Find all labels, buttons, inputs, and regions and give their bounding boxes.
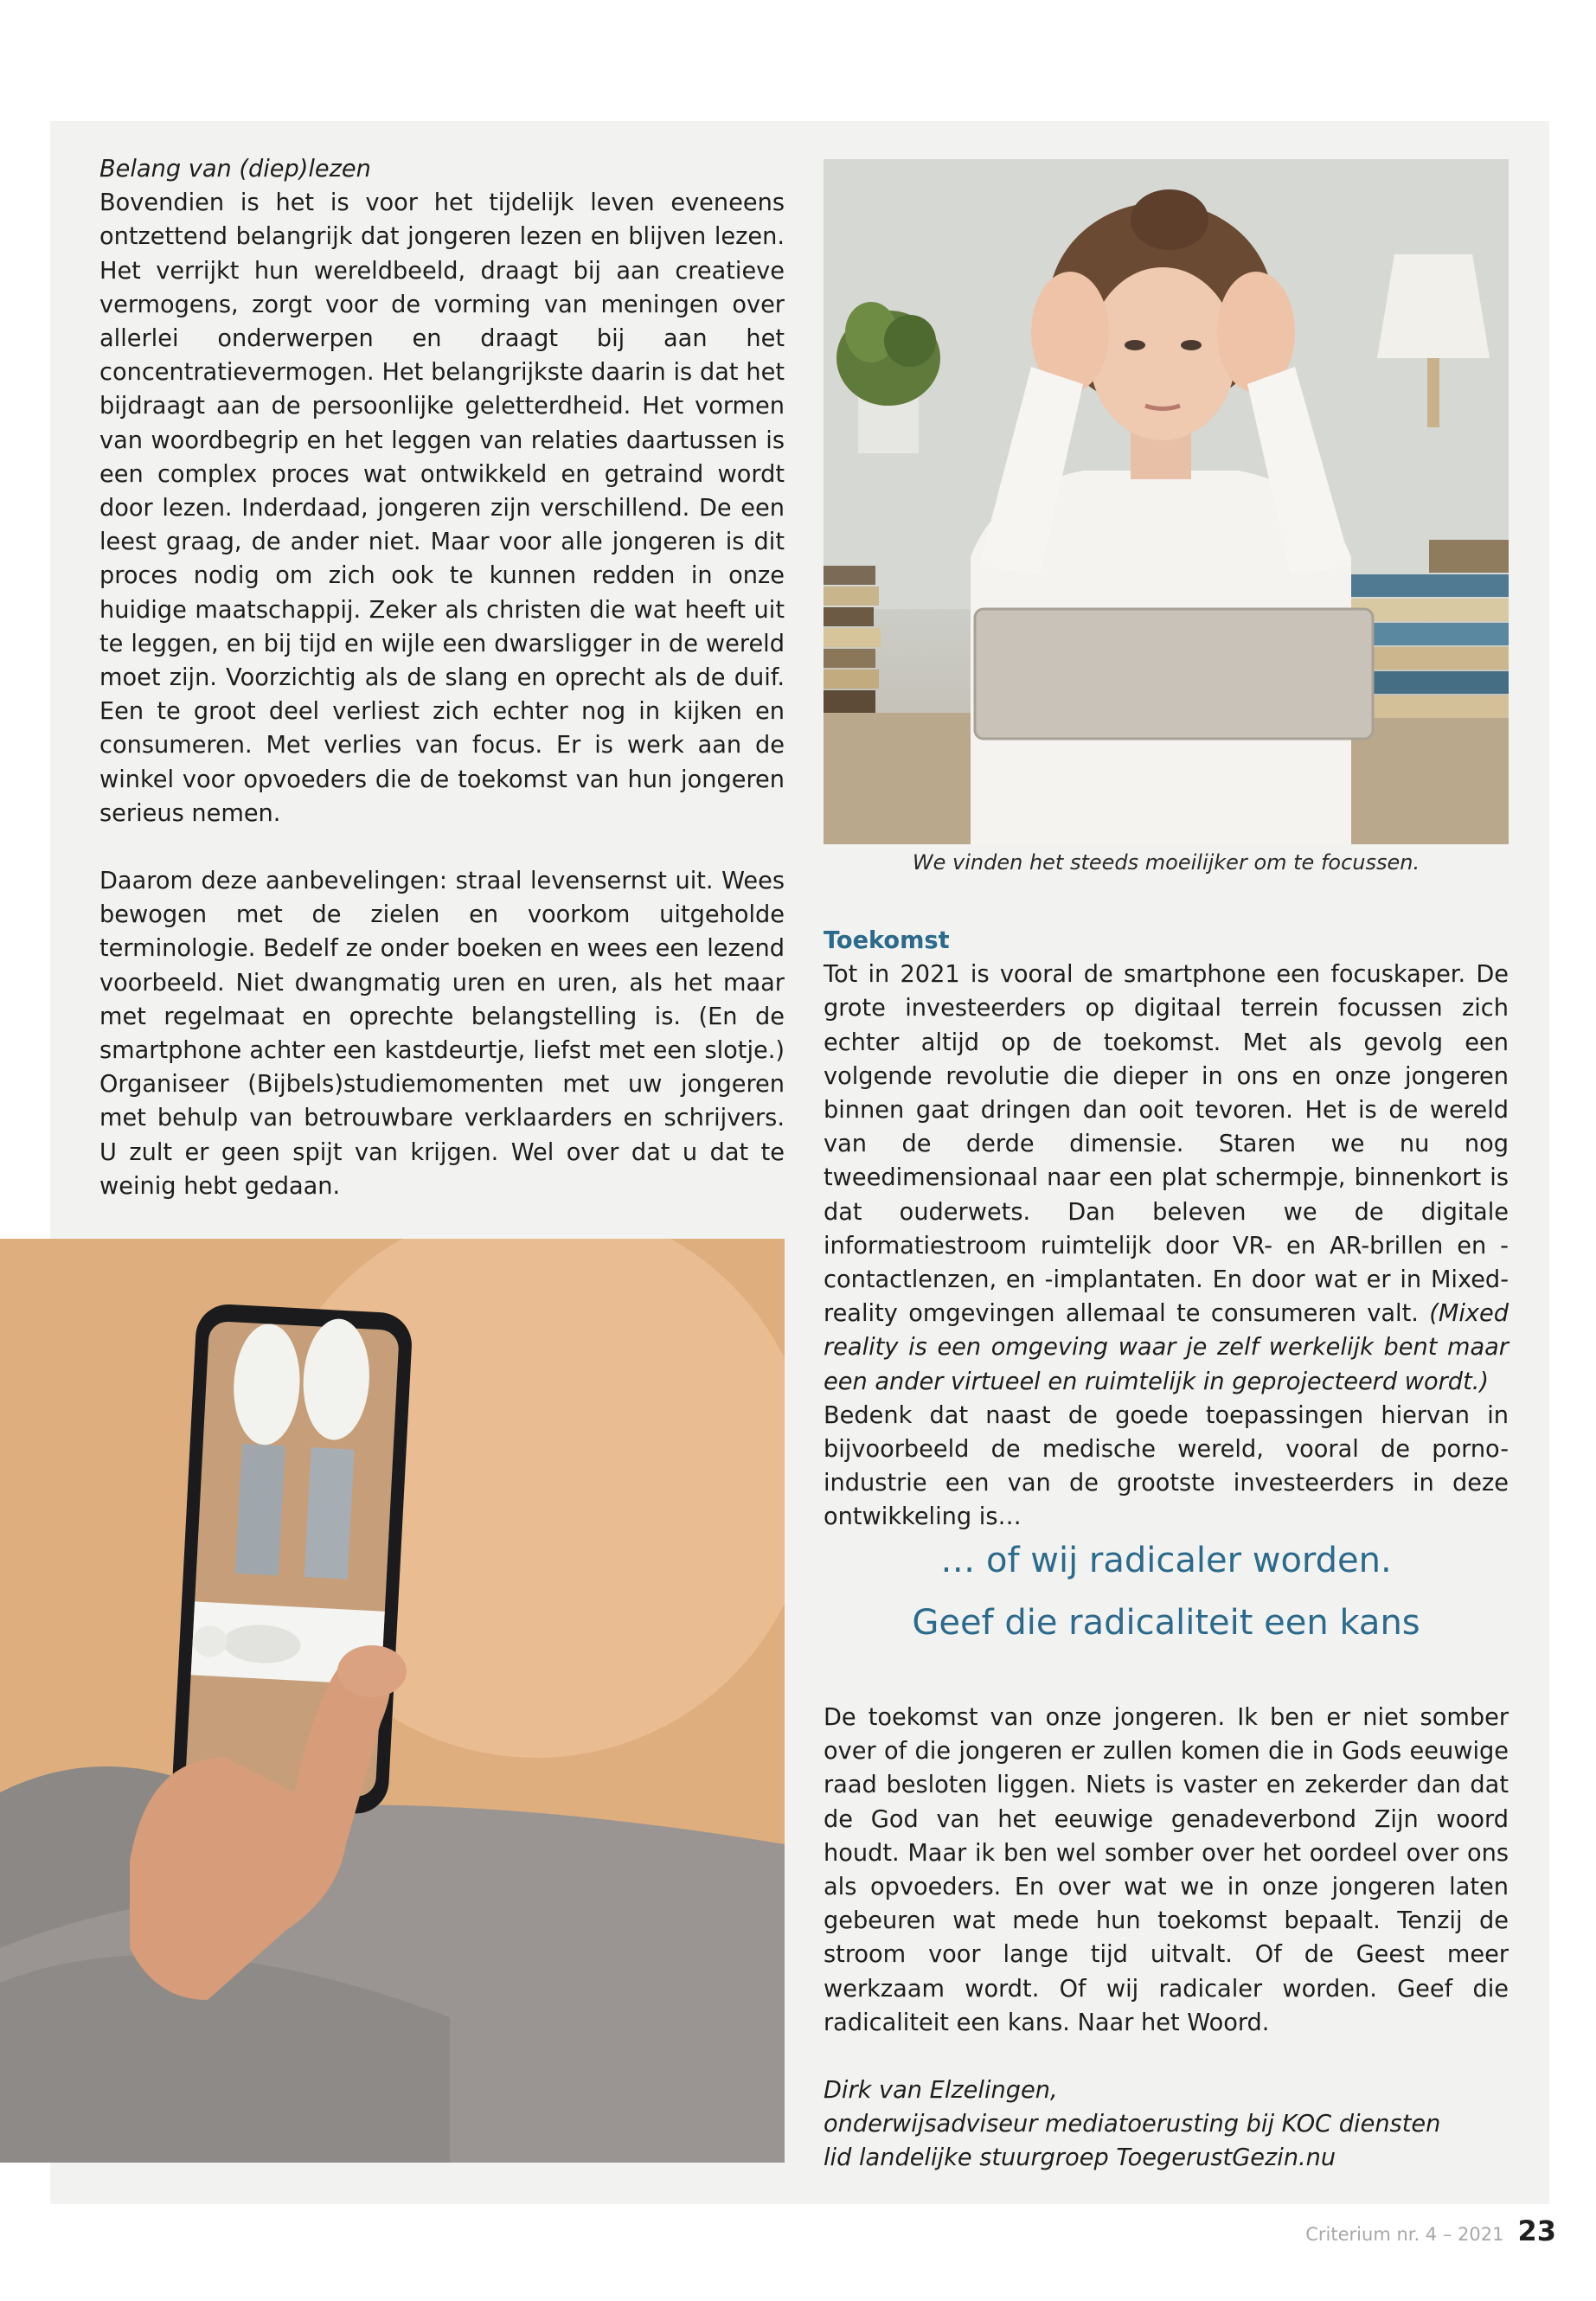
signature xyxy=(824,2073,1509,2176)
pull-quote-line-2: Geef die radicaliteit een kans xyxy=(912,1603,1420,1643)
photo-stressed-woman xyxy=(824,159,1509,844)
paragraph-recommendations: Daarom deze aanbevelingen: straal levensernst uit. Wees bewogen met de zielen en voorkom uitgeholde terminologie. Bedelf ze onder boeken en wees een lezend voorbeeld. Niet dwangmatig uren en uren, als het maar met regelmaat en oprechte belangstelling is. (En de smartphone achter een kastdeurtje, liefst met een slotje.) Organiseer (Bijbels)studiemomenten met uw jongeren met behulp van betrouwbare verklaarders en schrijvers. U zult er geen spijt van krijgen. Wel over dat u dat te weinig hebt gedaan. xyxy=(99,868,785,1200)
right-column xyxy=(824,924,1509,1535)
left-column xyxy=(99,152,785,1203)
phone-in-hand-illustration xyxy=(0,1239,785,2163)
paragraph-future-note: (Mixed reality is een omgeving waar je zelf werkelijk bent maar een ander virtueel en ruimtelijk in geprojecteerd wordt.) xyxy=(824,1300,1509,1395)
pull-quote-line-1: … of wij radicaler worden. xyxy=(940,1541,1392,1580)
page-number: 23 xyxy=(1517,2214,1556,2247)
section-heading-toekomst: Toekomst xyxy=(824,927,950,954)
photo-phone-in-hand xyxy=(0,1239,785,2163)
page-footer xyxy=(1305,2214,1556,2249)
paragraph-industry: Bedenk dat naast de goede toepassingen hiervan in bijvoorbeeld de medische wereld, vooral de porno-industrie een van de grootste investeerders in deze ontwikkeling is… xyxy=(824,1401,1509,1531)
paragraph-reading: Bovendien is het is voor het tijdelijk leven eveneens ontzettend belangrijk dat jongeren lezen en blijven lezen. Het verrijkt hun wereldbeeld, draagt bij aan creatieve vermogens, zorgt voor de vorming van meningen over allerlei onderwerpen en draagt bij aan het concentratievermogen. Het belangrijkste daarin is dat het bijdraagt aan de persoonlijke geletterdheid. Het vormen van woordbegrip en het leggen van relaties daartussen is een complex proces wat ontwikkeld en getraind wordt door lezen. Inderdaad, jongeren zijn verschillend. De een leest graag, de ander niet. Maar voor alle jongeren is dit proces nodig om zich ook te kunnen redden in onze huidige maatschappij. Zeker als christen die wat heeft uit te leggen, en bij tijd en wijle een dwarsligger in de wereld moet zijn. Voorzichtig als de slang en oprecht als de duif. Een te groot deel verliest zich echter nog in kijken en consumeren. Met verlies van focus. Er is werk aan de winkel voor opvoeders die de toekomst van hun jongeren serieus nemen. xyxy=(99,189,785,827)
closing-column xyxy=(824,1701,1509,2176)
signature-org: lid landelijke stuurgroep ToegerustGezin.nu xyxy=(824,2144,1336,2172)
stressed-woman-illustration xyxy=(824,159,1509,844)
magazine-issue: Criterium nr. 4 – 2021 xyxy=(1305,2224,1504,2245)
subheading-deep-reading: Belang van (diep)lezen xyxy=(99,156,371,183)
signature-name: Dirk van Elzelingen, xyxy=(824,2077,1058,2105)
pull-quote xyxy=(824,1529,1509,1654)
paragraph-closing: De toekomst van onze jongeren. Ik ben er niet somber over of die jongeren er zullen komen die in Gods eeuwige raad besloten liggen. Niets is vaster en zekerder dan dat de God van het eeuwige genadeverbond Zijn woord houdt. Maar ik ben wel somber over het oordeel over ons als opvoeders. En over wat we in onze jongeren laten gebeuren wat mede hun toekomst bepaalt. Tenzij de stroom voor lange tijd uitvalt. Of de Geest meer werkzaam wordt. Of wij radicaler worden. Geef die radicaliteit een kans. Naar het Woord. xyxy=(824,1704,1509,2036)
paragraph-future xyxy=(824,958,1509,1399)
paragraph-future-text: Tot in 2021 is vooral de smartphone een focuskaper. De grote investeerders op digitaal terrein focussen zich echter altijd op de toekomst. Met als gevolg een volgende revolutie die dieper in ons en onze jongeren binnen gaat dringen dan ooit tevoren. Het is de wereld van de derde dimensie. Staren we nu nog tweedimensionaal naar een plat schermpje, binnenkort is dat ouderwets. Dan beleven we de digitale informatiestroom ruimtelijk door VR- en AR-brillen en -contactlenzen, en -implantaten. En door wat er in Mixed-reality omgevingen allemaal te consumeren valt. xyxy=(824,961,1509,1328)
photo-caption: We vinden het steeds moeilijker om te focussen. xyxy=(912,850,1420,875)
signature-role: onderwijsadviseur mediatoerusting bij KOC diensten xyxy=(824,2111,1441,2138)
